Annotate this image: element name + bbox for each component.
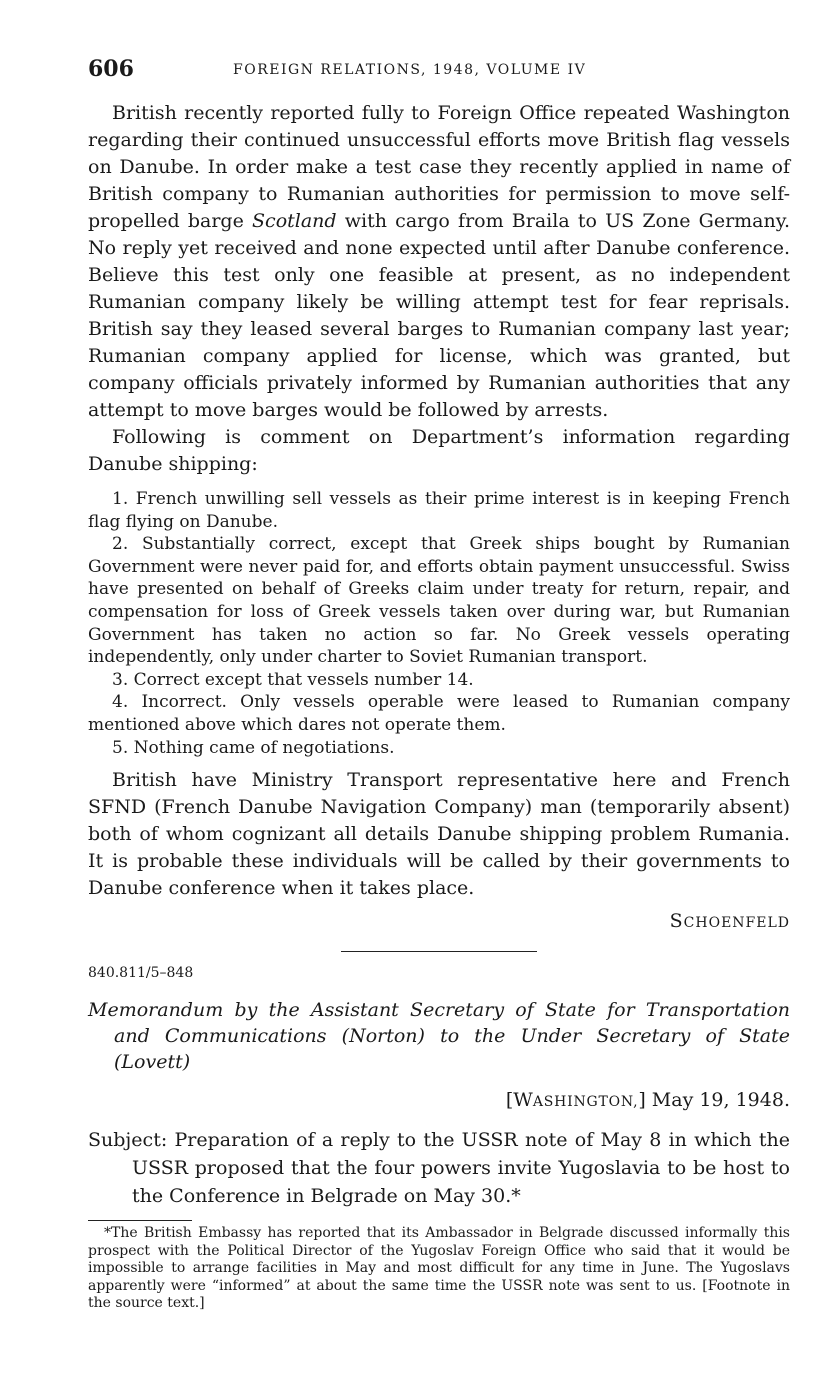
dateline-open: [: [505, 1089, 514, 1112]
dateline-place-initial: W: [513, 1089, 533, 1112]
paragraph-ministry-transport: British have Ministry Transport representative here and French SFND (French Danube Navigation Company) man (temporarily absent) both of whom cognizant all details Danube shipping problem Rumania. It is probable these individuals will be called by their governments to Danube conference when it takes place.: [88, 769, 790, 900]
list-item: 2. Substantially correct, except that Greek ships bought by Rumanian Government were never paid for, and efforts obtain payment unsuccessful. Swiss have presented on behalf of Greeks claim under treaty for return, repair, and compensation for loss of Greek vessels taken over during war, but Rumanian Government has taken no action so far. No Greek vessels operating independently, only under charter to Soviet Rumanian transport.: [88, 534, 790, 668]
list-item: 5. Nothing came of negotiations.: [112, 737, 395, 758]
signature: [88, 908, 790, 937]
signature-initial: S: [669, 910, 684, 933]
list-item: 3. Correct except that vessels number 14.: [112, 669, 474, 690]
memo-subject: Subject: Preparation of a reply to the USSR note of May 8 in which the USSR proposed that the four powers invite Yugoslavia to be host to the Conference in Belgrade on May 30.*: [88, 1129, 790, 1208]
dateline-place: ASHINGTON,: [532, 1094, 639, 1111]
numbered-list: [88, 488, 790, 759]
paragraph-text: British recently reported fully to Foreign Office repeated Washington regarding their continued unsuccessful efforts move British flag vessels on Danube. In order make a test case they recently applied in name of British company to Rumanian authorities for permission to move self-propelled barge: [88, 102, 790, 232]
paragraph-british-report: [88, 100, 790, 424]
main-text: [88, 100, 790, 1313]
memo-title: Memorandum by the Assistant Secretary of State for Transportation and Communications (Norton) to the Under Secretary of State (Lovett): [88, 999, 790, 1074]
dateline: [88, 1087, 790, 1116]
file-number: 840.811/5–848: [88, 965, 194, 982]
page-number: 606: [88, 56, 134, 82]
running-head: FOREIGN RELATIONS, 1948, VOLUME IV: [233, 62, 587, 78]
list-item: 4. Incorrect. Only vessels operable were leased to Rumanian company mentioned above which dares not operate them.: [88, 692, 790, 735]
paragraph-text-continued: with cargo from Braila to US Zone Germany. No reply yet received and none expected until after Danube conference. Believe this test only one feasible at present, as no independent Rumanian company likely be willing attempt test for fear reprisals. British say they leased several barges to Rumanian company last year; Rumanian company applied for license, which was granted, but company officials privately informed by Rumanian authorities that any attempt to move barges would be followed by arrests.: [88, 210, 790, 421]
footnote: *The British Embassy has reported that its Ambassador in Belgrade discussed informally this prospect with the Political Director of the Yugoslav Foreign Office who said that it would be impossible to arrange facilities in May and most difficult for any time in June. The Yugoslavs apparently were “informed” at about the same time the USSR note was sent to us. [Footnote in the source text.]: [88, 1225, 790, 1312]
barge-name: Scotland: [252, 210, 337, 232]
footnote-rule: [88, 1220, 192, 1221]
list-item: 1. French unwilling sell vessels as their prime interest is in keeping French flag flying on Danube.: [88, 489, 790, 532]
section-divider: [341, 951, 537, 952]
paragraph-comment-intro: Following is comment on Department’s information regarding Danube shipping:: [88, 426, 790, 475]
dateline-date: ] May 19, 1948.: [638, 1089, 790, 1112]
signature-rest: CHOENFELD: [683, 915, 790, 932]
page-header: [88, 56, 790, 86]
